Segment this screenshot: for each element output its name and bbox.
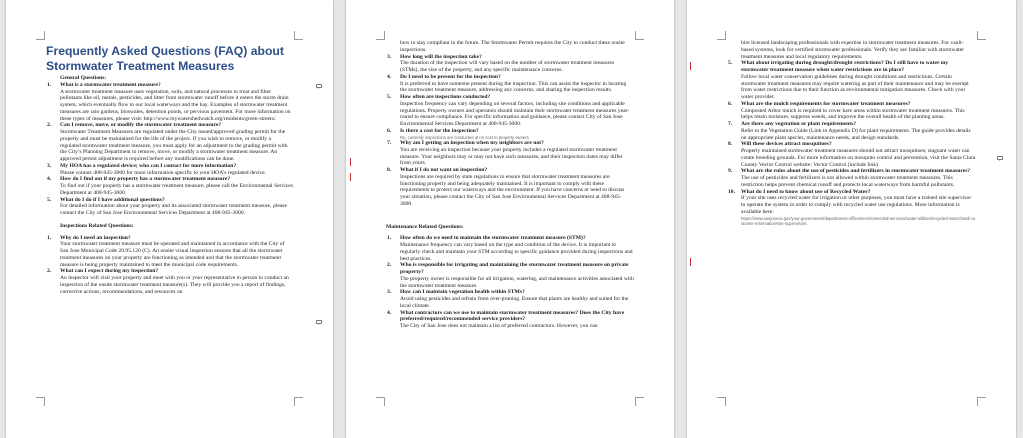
faq-question: What do I do if I have additional questions? xyxy=(60,196,165,203)
margin-mark xyxy=(635,397,644,406)
item-number: 5. xyxy=(47,196,52,203)
faq-answer: If your site uses recycled water for irrigation or other purposes, you must have a trained site supervisor to operate the system in order to comply with recycled water use regulations. More information is available here: xyxy=(741,195,972,215)
item-number: 5. xyxy=(387,94,392,100)
faq-item xyxy=(46,235,293,269)
item-number: 5. xyxy=(728,60,733,67)
item-number: 4. xyxy=(387,309,392,316)
margin-mark xyxy=(717,397,726,406)
faq-question: What about irrigating during drought/drought restrictions? Do I still have to water my stormwater treatment measure when water restrictions are in place? xyxy=(741,60,949,73)
maintenance-questions-list xyxy=(386,235,634,330)
margin-mark xyxy=(977,397,986,406)
faq-question: Why do I need an inspection? xyxy=(60,234,131,241)
inspection-questions-list xyxy=(386,54,634,208)
faq-answer: You are receiving an inspection because your property includes a regulated stormwater treatment measure. Your neighbors may or may not have such measures, and their inspection dates may differ from yours. xyxy=(400,146,623,167)
faq-item xyxy=(386,235,634,262)
document-page-2 xyxy=(346,0,674,438)
item-number: 6. xyxy=(387,127,392,134)
faq-question: What do I need to know about use of Recycled Water? xyxy=(741,188,871,195)
margin-mark xyxy=(977,31,986,40)
faq-answer: No, currently inspections are conducted at no cost to property owners. xyxy=(400,134,530,140)
faq-item xyxy=(386,140,634,167)
continued-text: hire licensed landscaping professionals with expertise in stormwater treatment measures. For vault-based systems, look for certified stormwater professionals. Verify they are familiar with stormwater treatment measures and local regulatory requirements. xyxy=(741,40,964,60)
item-number: 1. xyxy=(47,81,52,88)
faq-question: What is a stormwater treatment measure? xyxy=(60,81,161,88)
item-number: 9. xyxy=(728,168,733,175)
faq-question: How do I find out if my property has a stormwater treatment measure? xyxy=(60,176,231,183)
maintenance-questions-list xyxy=(727,60,976,226)
faq-answer: The City of San Jose does not maintain a list of preferred contractors. However, you can xyxy=(400,323,598,330)
item-number: 2. xyxy=(387,262,392,269)
document-title: Frequently Asked Questions (FAQ) about Stormwater Treatment Measures xyxy=(46,44,284,73)
item-number: 7. xyxy=(387,140,392,147)
recycled-water-link[interactable]: https://www.sanjoseca.gov/your-government/departments-offices/environmental-services/water-utilities/recycled-water/retail-customer-information/site-supervisors. xyxy=(741,215,976,227)
faq-answer: A stormwater treatment measure uses vegetation, soils, and natural processes to treat and filter pollutants like oil, metals, pesticides, and litter from stormwater runoff before it enters the storm drain system, which eventually flow to our local waterways and the bay. Examples of stormwater treatment measures are rain gardens, bioswales, detention ponds, or pervious pavement. For more information on these types of measures, please visit: http://www.mywatershedwatch.org/residents/green-streets/. xyxy=(60,88,291,122)
faq-question: Why am I getting an inspection when my neighbors are not? xyxy=(400,140,544,147)
faq-item xyxy=(46,197,293,217)
item-number: 3. xyxy=(47,162,52,169)
item-number: 1. xyxy=(387,235,392,242)
faq-question: My HOA has a regulated device; who can I contact for more information? xyxy=(60,162,237,169)
faq-question: Do I need to be present for the inspection? xyxy=(400,73,501,80)
margin-mark xyxy=(376,397,385,406)
faq-answer: For detailed information about your property and its associated stormwater treatment measure, please contact the City of San Jose Environmental Services Department at 408-945-3000. xyxy=(60,203,287,216)
margin-mark xyxy=(36,31,45,40)
margin-mark xyxy=(635,31,644,40)
faq-question: How can I maintain vegetation health within STMs? xyxy=(400,289,525,296)
faq-item xyxy=(727,121,976,141)
margin-mark xyxy=(36,397,45,406)
section-heading: Inspections Related Questions: xyxy=(60,222,134,229)
faq-answer: The use of pesticides and fertilizers is not allowed within stormwater treatment measures. This restriction helps prevent chemical runoff and protects local waterways from harmful pollutants. xyxy=(741,175,955,188)
faq-question: Who is responsible for irrigating and maintaining the stormwater treatment measure on private property? xyxy=(400,262,629,276)
faq-item xyxy=(386,289,634,309)
margin-mark xyxy=(294,397,303,406)
faq-item xyxy=(386,128,634,140)
faq-item xyxy=(46,176,293,196)
faq-answer: Inspections are required by state regulations to ensure that stormwater treatment measures are functioning properly and being adequately maintained. It is important to comply with these requirements to protect our waterways and the environment. If you have concerns or need to discuss your situation, please contact the City of San Jose Environmental Services Department at 408-945-3000. xyxy=(400,173,625,207)
faq-answer: Follow local water conservation guidelines during drought conditions and restrictions. Certain stormwater treatment measures may require watering as part of their maintenance and may be exempt from water restrictions due to their function as environmental mitigation measures. Check with your water provider. xyxy=(741,73,969,100)
comment-icon[interactable] xyxy=(316,84,322,88)
faq-item xyxy=(46,163,293,177)
document-page-3 xyxy=(687,0,1016,438)
faq-question: What are the mulch requirements for stormwater treatment measures? xyxy=(741,100,911,107)
item-number: 8. xyxy=(387,167,392,174)
faq-answer: Properly maintained stormwater treatment measures should not attract mosquitoes; stagnant water can create breeding grounds. For more information on mosquito control and prevention, visit the Santa Clara County Vector Control website: Vector Control (include link) xyxy=(741,148,976,168)
faq-item xyxy=(46,82,293,123)
faq-item xyxy=(386,262,634,289)
faq-question: How often do we need to maintain the stormwater treatment measure (STM)? xyxy=(400,235,586,242)
item-number: 4. xyxy=(47,176,52,183)
faq-item xyxy=(386,54,634,74)
faq-answer: Your stormwater treatment measure must be operated and maintained in accordance with the City of San Jose Municipal Code 20.95.120 (C). An onsite visual inspection ensures that all the stormwater treatment measures on your property are functioning as intended and that the stormwater treatment measure is being properly maintained to meet the municipal code requirements. xyxy=(60,241,285,268)
faq-item xyxy=(727,101,976,121)
change-bar xyxy=(350,158,351,166)
faq-question: Is there a cost for the inspection? xyxy=(400,127,479,134)
item-number: 1. xyxy=(47,234,52,241)
faq-question: What contractors can we use to maintain stormwater treatment measures? Does the City have preferred/required/recommended service providers? xyxy=(400,309,625,323)
faq-question: How long will the inspection take? xyxy=(400,53,482,60)
faq-answer: Composted Arbor mulch is required to cover bare areas within stormwater treatment measures. This helps retain moisture, suppress weeds, and improve the overall health of the planting areas. xyxy=(741,107,965,121)
item-number: 4. xyxy=(387,73,392,80)
faq-item xyxy=(727,168,976,188)
continued-text: how to stay compliant in the future. The Stormwater Permit requires the City to conduct these onsite inspections. xyxy=(400,40,625,53)
faq-item xyxy=(46,268,293,295)
comment-icon[interactable] xyxy=(316,320,322,324)
faq-answer: An inspector will visit your property and meet with you or your representative in person to conduct an inspection of the onsite stormwater treatment measure(s). They will provide you a report of findings, corrective actions, recommendations, and resources on xyxy=(60,275,289,295)
change-bar xyxy=(350,173,351,181)
faq-item xyxy=(386,74,634,94)
faq-answer: The property owner is responsible for all irrigation, watering, and maintenance activities associated with the stormwater treatment measure. xyxy=(400,275,634,289)
faq-item xyxy=(386,310,634,330)
faq-answer: Please contact 408-945-3000 for more information specific to your HOA’s regulated device. xyxy=(60,169,266,176)
comment-icon[interactable] xyxy=(997,156,1003,160)
item-number: 3. xyxy=(387,289,392,296)
faq-item xyxy=(727,189,976,227)
faq-answer: It is preferred to have someone present during the inspection. This can assist the inspector in locating the stormwater treatment measure, addressing any concerns, and sharing the inspection results. xyxy=(400,80,627,94)
margin-mark xyxy=(294,31,303,40)
inspection-questions-list xyxy=(46,235,293,296)
item-number: 8. xyxy=(728,141,733,148)
change-bar xyxy=(690,258,691,266)
faq-item xyxy=(727,141,976,168)
faq-item xyxy=(386,167,634,208)
item-number: 2. xyxy=(47,268,52,275)
document-page-1 xyxy=(6,0,333,438)
faq-answer: To find out if your property has a stormwater treatment measure, please call the Environmental Services Department at 408-945-3000. xyxy=(60,183,293,196)
change-bar xyxy=(690,62,691,70)
margin-mark xyxy=(376,31,385,40)
faq-answer: The duration of the inspection will vary based on the number of stormwater treatment measures (STMs), the size of the property, and any specific maintenance concerns. xyxy=(400,60,615,73)
item-number: 7. xyxy=(728,121,733,127)
item-number: 6. xyxy=(728,100,733,107)
item-number: 3. xyxy=(387,53,392,60)
faq-question: How often are inspections conducted? xyxy=(400,94,491,100)
section-heading: General Questions: xyxy=(60,75,107,81)
faq-question: What are the rules about the use of pesticides and fertilizers in stormwater treatment measures? xyxy=(741,168,971,175)
faq-question: What if I do not want an inspection? xyxy=(400,167,488,174)
faq-question: What can I expect during my inspection? xyxy=(60,268,159,275)
item-number: 10. xyxy=(728,188,735,195)
section-heading: Maintenance Related Questions: xyxy=(386,223,464,230)
faq-item xyxy=(727,60,976,101)
item-number: 2. xyxy=(47,122,52,129)
faq-answer: Inspection frequency can vary depending on several factors, including site conditions and applicable regulations. Property owners and operators should maintain their stormwater treatment measures year-round to ensure compliance. For specific information and guidance, please contact City of San Jose Environmental Services Department at 408-945-3000. xyxy=(400,100,630,127)
faq-item xyxy=(46,122,293,163)
faq-question: Can I remove, move, or modify the stormwater treatment measure? xyxy=(60,122,222,129)
faq-answer: Refer to the Vegetation Guide (Link to Appendix D) for plant requirements. The guide provides details on appropriate plant species, maintenance needs, and design standards. xyxy=(741,127,971,141)
faq-answer: Maintenance frequency can vary based on the type and condition of the device. It is important to regularly check and maintain your STM according to specific guidance provided during inspections and best practices. xyxy=(400,242,633,262)
faq-answer: Avoid using pesticides and refrain from over-pruning. Ensure that plants are healthy and suited for the local climate. xyxy=(400,296,629,309)
faq-question: Will these devices attract mosquitoes? xyxy=(741,141,832,148)
general-questions-list xyxy=(46,82,293,217)
margin-mark xyxy=(717,31,726,40)
faq-item xyxy=(386,94,634,128)
faq-answer: Stormwater Treatment Measures are regulated under the City issued/approved grading permit for the property and must be maintained for the life of the project. If you wish to remove, or modify a regulated stormwater treatment measure, you must apply for an adjustment to the grading permit with the City’s Planning Department to remove, move, or modify a stormwater treatment measure. An approved permit adjustment is required before any modifications can be done. xyxy=(60,129,288,162)
faq-question: Are there any vegetation or plant requirements? xyxy=(741,121,857,127)
